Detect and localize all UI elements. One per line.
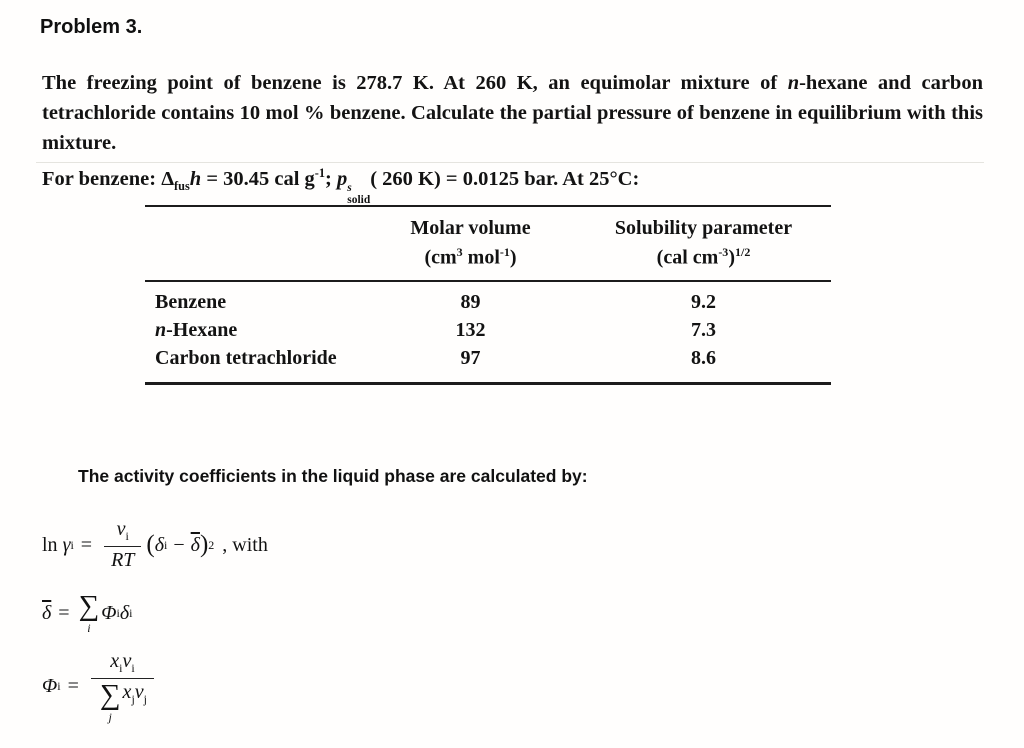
units-sup: -1 [499,245,510,259]
substance-name: Benzene [155,290,227,313]
sigma-limit-i: i [87,621,91,635]
table-row-n-hexane [145,316,831,344]
cell-molar-volume: 132 [455,318,486,341]
table-row-carbon-tetrachloride [145,344,831,372]
pressure-sup-sub [347,182,370,206]
col-header-molar-volume [365,216,576,270]
math-exponent-2: 2 [208,537,215,552]
math-v: v [134,681,144,703]
pressure-superscript-s: s [347,181,352,194]
enthalpy-symbol-h: h [189,167,202,190]
math-delta: δ [119,601,130,624]
data-line-prefix: For benzene: [42,167,162,190]
molar-volume-label: Molar volume [410,217,531,239]
math-v-sub-j: j [143,692,148,706]
math-x-sub-i: i [119,661,123,675]
math-gamma-sub-i: i [70,537,74,552]
math-delta-bar: $\overline{\delta}$ [42,601,52,624]
math-equals: = [67,675,79,697]
math-x-sub-j: j [131,692,135,706]
math-v: v [116,518,126,540]
activity-coefficients-intro: The activity coefficients in the liquid phase are calculated by: [78,466,588,486]
problem-title: Problem 3. [40,16,143,38]
units-sup: -3 [718,245,729,259]
cell-molar-volume: 97 [460,346,481,369]
cell-substance-name [145,288,365,316]
properties-table [145,205,831,385]
math-delta-sub-i: i [129,605,133,620]
col-header-solubility-parameter [576,216,831,270]
table-body [145,282,831,385]
math-phi: Φ [101,601,117,624]
scan-artifact-line [36,162,984,163]
summation-over-i [79,592,100,634]
molar-volume-units [365,240,576,270]
math-close-paren: ) [199,531,209,558]
math-phi-sub-i: i [57,679,61,693]
math-equals: = [80,533,93,556]
sigma-symbol: ∑ [99,679,121,711]
math-with-text: , with [222,533,268,556]
denominator-terms [123,681,147,707]
statement-italic-n: n [787,72,800,94]
substance-name: -Hexane [166,318,238,341]
units-text: (cal cm [656,246,719,269]
math-v-sub-i: i [131,661,135,675]
math-phi: Φ [42,675,58,697]
sigma-limit-j: j [108,710,112,724]
units-text: (cm [424,246,457,269]
cell-solubility-parameter: 9.2 [691,290,716,313]
math-gamma: γ [62,533,71,556]
units-sup: 1/2 [734,245,751,259]
math-open-paren: ( [146,531,155,558]
statement-text-1: The freezing point of benzene is 278.7 K. At 260 K, an equimolar mixture of [42,72,788,94]
delta-symbol: Δ [161,167,175,190]
math-x: x [122,681,132,703]
sigma-symbol: ∑ [78,590,100,622]
units-text: ) [728,246,735,269]
fraction-numerator [110,518,136,546]
math-ln: ln [42,533,58,556]
units-sup: 3 [456,245,463,259]
cell-substance-name [145,344,365,372]
separator: ; [325,167,337,190]
enthalpy-value: = 30.45 cal g [201,167,315,190]
statement-text-2: -hexane and carbon tetrachloride contains 10 mol % benzene. Calculate the partial pressure of benzene in equilibrium with this mixture. [42,72,983,154]
formula-delta-bar [42,592,132,634]
solubility-parameter-label: Solubility parameter [614,217,793,239]
cell-solubility-parameter: 7.3 [691,318,716,341]
delta-subscript-fus: fus [174,178,190,193]
math-v-sub-i: i [125,529,129,543]
math-equals: = [58,601,70,624]
pressure-subscript-solid: solid [347,193,371,206]
fraction-v-over-RT [104,518,141,572]
fraction-denominator-RT: RT [104,546,141,572]
benzene-data-line [42,166,639,206]
fraction-numerator [103,650,141,678]
substance-name: Carbon tetrachloride [155,346,337,369]
math-phi-sub-i: i [116,605,120,620]
summation-over-j [100,681,121,723]
formula-phi-fraction [42,650,159,723]
cell-substance-name [145,316,365,344]
cell-molar-volume: 89 [460,290,481,313]
math-v: v [122,650,132,672]
fraction-denominator [91,678,154,723]
table-header [145,205,831,282]
gram-exponent: -1 [314,166,326,180]
pressure-symbol-p: p [337,167,348,190]
math-delta-bar: $\overline{\delta}$ [190,533,200,556]
cell-solubility-parameter: 8.6 [691,346,716,369]
units-text: mol [462,246,500,269]
math-delta-i: δ [154,533,165,556]
formula-ln-gamma [42,518,268,572]
substance-name-italic: n [155,318,167,341]
problem-statement [42,68,983,158]
math-x: x [110,650,120,672]
math-minus: − [173,533,185,556]
math-delta-sub-i: i [164,537,168,552]
units-text: ) [509,246,517,269]
col-header-substance-empty [145,216,365,270]
fraction-xv-over-sum-xv [91,650,154,723]
table-row-benzene [145,288,831,316]
solubility-parameter-units [576,240,831,270]
pressure-value: ( 260 K) = 0.0125 bar. At 25°C: [370,167,640,190]
